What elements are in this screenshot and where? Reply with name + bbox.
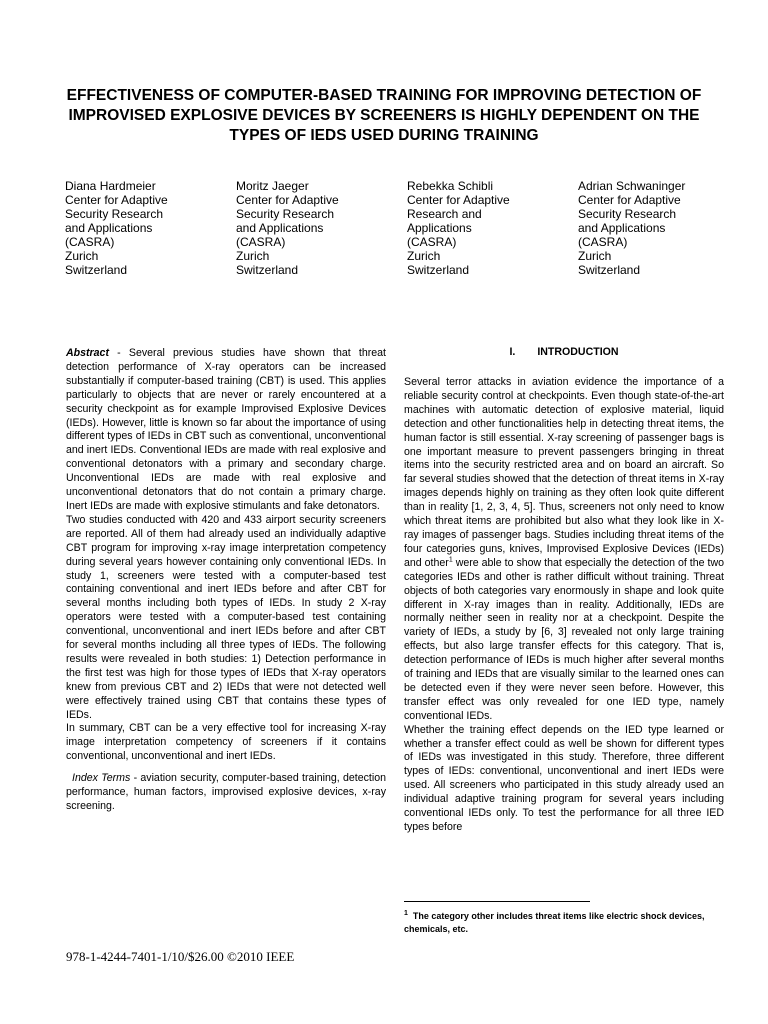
author-city: Zurich bbox=[407, 249, 441, 263]
paper-title: EFFECTIVENESS OF COMPUTER-BASED TRAINING FOR IMPROVING DETECTION OF IMPROVISED EXPLOSIVE DEVICES BY SCREENERS IS HIGHLY DEPENDENT ON THE TYPES OF IEDS USED DURING TRAINING bbox=[66, 87, 702, 144]
intro-text: were able to show that especially the detection of the two categories IEDs and other is rather difficult without training. Threat objects of both categories vary enormously in shape and look quite different in X-ray images than in reality. Additionally, IEDs are normally neither seen in reality nor at a checkpoint. Despite the variety of IEDs, a study by [6, 3] revealed not only large training effects, but also large transfer effects for this category. That is, detection performance of IEDs is much higher after several months of training and IEDs that are visually similar to the learned ones can be detected even if they were never seen before. However, this transfer effect was only revealed for one IED type, namely conventional IEDs. bbox=[404, 556, 724, 722]
author-city: Zurich bbox=[65, 249, 99, 263]
author-country: Switzerland bbox=[578, 263, 641, 277]
author-affiliation: (CASRA) bbox=[65, 235, 115, 249]
abstract-paragraph bbox=[66, 347, 386, 514]
author-affiliation: and Applications bbox=[578, 221, 666, 235]
author-affiliation: Center for Adaptive bbox=[578, 193, 681, 207]
author-name: Rebekka Schibli bbox=[407, 179, 494, 193]
author-name: Adrian Schwaninger bbox=[578, 179, 686, 193]
intro-text: Several terror attacks in aviation evidence the importance of a reliable security control at checkpoints. Even though state-of-the-art machines with automatic detection of explosive material, liquid detection and other functionalities help in detecting threat items, the human factor is still essential. X-ray screening of passenger bags is one important measure to prevent passengers bringing in threat items into the security restricted area and on board an aircraft. So far several studies showed that the detection of threat items in X-ray images depends highly on training as they often look quite different than in reality [1, 2, 3, 4, 5]. Thus, screeners not only need to know which threat items are prohibited but also what they look like in X-ray images of passenger bags. Studies including threat items of the four categories guns, knives, Improvised Explosive Devices (IEDs) and other bbox=[404, 376, 724, 569]
index-terms-text: - aviation security, computer-based training, detection performance, human factors, improvised explosive devices, x-ray screening. bbox=[66, 772, 387, 812]
author-name: Moritz Jaeger bbox=[236, 179, 309, 193]
author-affiliation: (CASRA) bbox=[578, 235, 628, 249]
author-country: Switzerland bbox=[236, 263, 299, 277]
footnote-number: 1 bbox=[404, 910, 408, 917]
index-terms-label: Index Terms bbox=[72, 772, 131, 785]
footnote-text: The category other includes threat items like electric shock devices, chemicals, etc. bbox=[404, 911, 705, 934]
author-affiliation: Center for Adaptive bbox=[65, 193, 168, 207]
author-affiliation: Applications bbox=[407, 221, 472, 235]
author-city: Zurich bbox=[236, 249, 270, 263]
author-4 bbox=[578, 179, 743, 277]
author-affiliation: Center for Adaptive bbox=[407, 193, 510, 207]
section-number: I. bbox=[509, 346, 516, 358]
section-heading bbox=[404, 346, 724, 358]
author-3 bbox=[407, 179, 572, 277]
author-1 bbox=[65, 179, 230, 277]
author-affiliation: Security Research bbox=[65, 207, 164, 221]
abstract-text: - Several previous studies have shown that threat detection performance of X-ray operators can be increased substantially if computer-based training (CBT) is used. This applies particularly to objects that are never or rarely encountered at a security checkpoint as for example Improvised Explosive Devices (IEDs). However, little is known so far about the importance of using different types of IEDs in CBT such as conventional, unconventional and inert IEDs. Conventional IEDs are made with real explosive and conventional detonators with a primary and secondary charge. Unconventional IEDs are made with real explosive and unconventional detonators that do not contain a primary charge. Inert IEDs are made with explosive stimulants and fake detonators. bbox=[66, 347, 386, 512]
footnote bbox=[404, 907, 734, 936]
abstract-paragraph: In summary, CBT can be a very effective tool for increasing X-ray image interpretation competency of screeners if it contains conventional, unconventional and inert IEDs. bbox=[66, 722, 386, 763]
author-affiliation: and Applications bbox=[236, 221, 324, 235]
author-affiliation: and Applications bbox=[65, 221, 153, 235]
footnote-marker: 1 bbox=[448, 556, 453, 564]
footnote-divider bbox=[404, 901, 590, 902]
author-city: Zurich bbox=[578, 249, 612, 263]
author-affiliation: (CASRA) bbox=[407, 235, 457, 249]
abstract-paragraph: Two studies conducted with 420 and 433 airport security screeners are reported. All of them had already used an individually adaptive CBT program for improving x-ray image interpretation competency during several years however containing only conventional IEDs. In study 1, screeners were tested with a computer-based test containing conventional and inert IEDs before and after CBT for several months including both types of IEDs. In study 2 X-ray operators were tested with a computer-based test containing conventional, unconventional and inert IEDs before and after CBT for several months including all three types of IEDs. The following results were revealed in both studies: 1) Detection performance in the first test was high for those types of IEDs that X-ray operators knew from previous CBT and 2) IEDs that were not detected well were effectively trained using CBT that contains these types of IEDs. bbox=[66, 513, 386, 721]
right-column bbox=[404, 376, 724, 835]
author-2 bbox=[236, 179, 401, 277]
author-name: Diana Hardmeier bbox=[65, 179, 156, 193]
section-title: INTRODUCTION bbox=[537, 346, 619, 358]
author-country: Switzerland bbox=[65, 263, 128, 277]
author-affiliation: Security Research bbox=[578, 207, 677, 221]
author-affiliation: Security Research bbox=[236, 207, 335, 221]
index-terms bbox=[66, 772, 386, 814]
left-column bbox=[66, 347, 386, 814]
author-affiliation: Research and bbox=[407, 207, 482, 221]
intro-paragraph bbox=[404, 376, 724, 724]
intro-paragraph: Whether the training effect depends on the IED type learned or whether a transfer effect could as well be shown for different types of IEDs was investigated in this study. Therefore, three different types of IEDs: conventional, unconventional and inert IEDs were used. All screeners who participated in this study already used an individual adaptive training program for several years including conventional IEDs only. To test the performance for all three IED types before bbox=[404, 723, 724, 833]
author-affiliation: (CASRA) bbox=[236, 235, 286, 249]
author-affiliation: Center for Adaptive bbox=[236, 193, 339, 207]
author-country: Switzerland bbox=[407, 263, 470, 277]
abstract-label: Abstract bbox=[66, 347, 109, 359]
copyright-notice: 978-1-4244-7401-1/10/$26.00 ©2010 IEEE bbox=[66, 949, 295, 964]
